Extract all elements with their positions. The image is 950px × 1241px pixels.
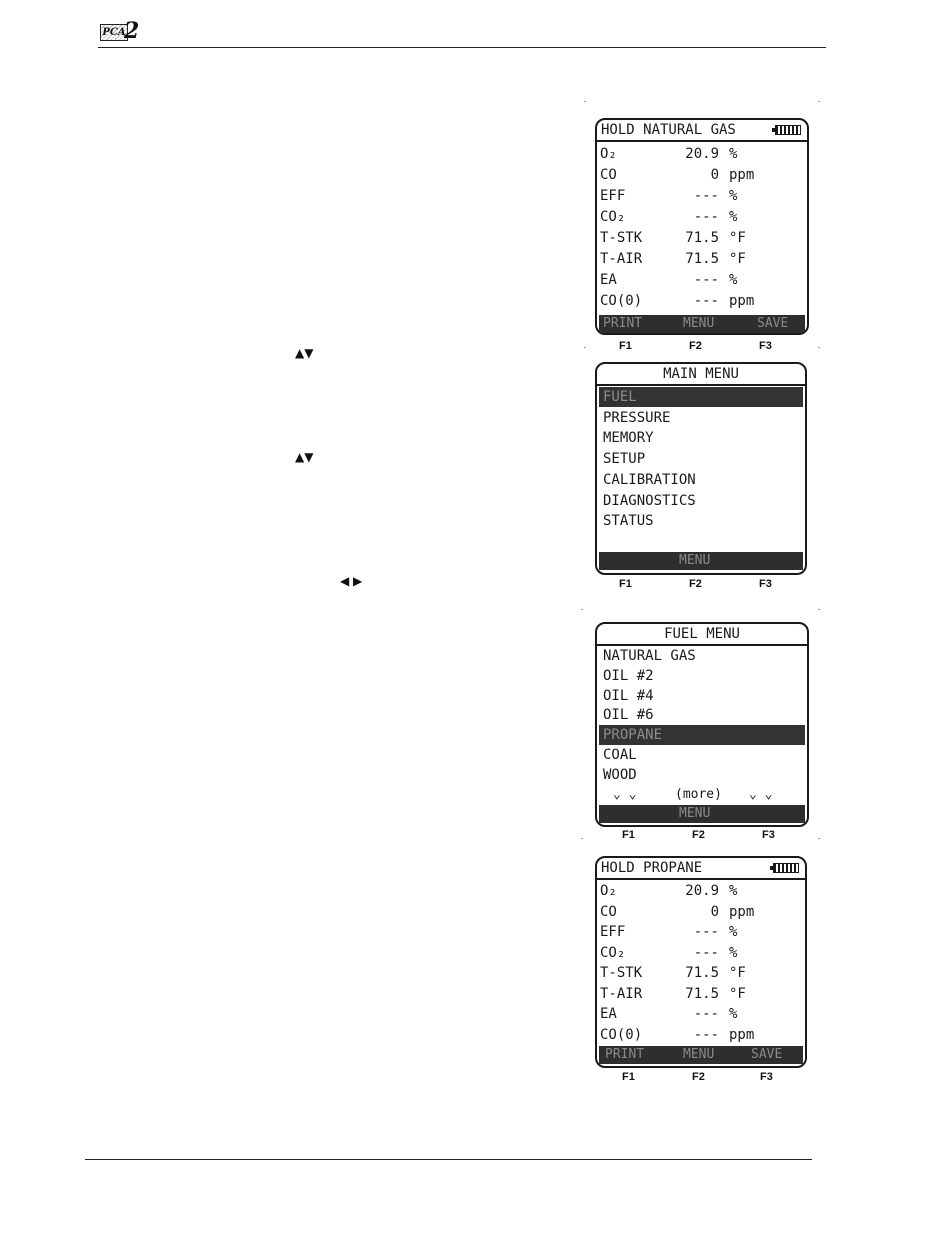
reading-unit: ppm <box>729 1026 755 1043</box>
softkey-menu[interactable]: MENU <box>683 316 715 331</box>
softkey-menu[interactable]: MENU <box>683 1047 715 1062</box>
softkey-bar <box>599 805 805 823</box>
reading-unit: % <box>729 146 738 162</box>
header-rule <box>98 47 826 48</box>
menu-item[interactable]: PRESSURE <box>603 409 671 426</box>
f2-label: F2 <box>689 340 702 352</box>
reading-unit: % <box>729 883 738 899</box>
reading-unit: % <box>729 272 738 288</box>
reading-unit: °F <box>729 985 746 1002</box>
f2-label: F2 <box>692 1071 705 1083</box>
softkey-bar <box>599 552 803 570</box>
reading-label: CO₂ <box>600 944 626 961</box>
menu-item[interactable]: OIL #2 <box>603 667 654 684</box>
reading-row <box>597 922 805 943</box>
softkey-bar <box>599 315 805 333</box>
more-right-chevrons-icon: ⌄ ⌄ <box>749 787 773 802</box>
menu-item[interactable]: WOOD <box>603 766 637 783</box>
reading-row <box>597 1025 805 1046</box>
logo-suffix: 2 <box>124 18 140 44</box>
f2-label: F2 <box>692 829 705 841</box>
scan-mark <box>818 101 820 102</box>
reading-unit: % <box>729 944 738 961</box>
f3-label: F3 <box>759 340 772 352</box>
menu-item[interactable]: SETUP <box>603 451 646 468</box>
menu-item[interactable]: PROPANE <box>599 725 805 745</box>
menu-item[interactable]: OIL #6 <box>603 707 654 724</box>
reading-value: 20.9 <box>685 146 719 162</box>
softkey-save[interactable]: SAVE <box>751 1047 783 1062</box>
reading-unit: % <box>729 924 738 940</box>
battery-icon <box>775 125 801 135</box>
reading-value: 71.5 <box>685 251 719 267</box>
reading-row <box>597 902 805 923</box>
softkey-menu[interactable]: MENU <box>679 806 711 821</box>
reading-label: CO(0) <box>600 293 643 309</box>
screen-title: HOLD PROPANE <box>597 858 805 880</box>
reading-value: --- <box>693 1026 719 1043</box>
softkey-menu[interactable]: MENU <box>679 553 711 568</box>
logo-text: PCA <box>100 24 128 41</box>
reading-value: --- <box>693 944 719 961</box>
reading-label: T-AIR <box>600 251 643 267</box>
reading-value: 71.5 <box>685 965 719 981</box>
reading-unit: % <box>729 1006 738 1022</box>
more-label: (more) <box>675 787 722 802</box>
footer-rule <box>85 1159 812 1160</box>
reading-unit: ppm <box>729 903 755 920</box>
reading-unit: % <box>729 209 738 225</box>
up-down-arrows-icon: ▲▼ <box>295 450 314 464</box>
f3-label: F3 <box>762 829 775 841</box>
reading-label: EFF <box>600 188 626 204</box>
more-indicator <box>597 785 807 805</box>
softkey-print[interactable]: PRINT <box>605 1047 645 1062</box>
lcd-screen-hold-propane <box>595 856 807 1068</box>
reading-unit: °F <box>729 965 746 981</box>
reading-label: T-STK <box>600 230 643 246</box>
reading-row <box>597 291 807 312</box>
reading-value: 20.9 <box>685 883 719 899</box>
function-key-labels <box>595 339 809 353</box>
reading-value: --- <box>693 1006 719 1022</box>
reading-label: T-STK <box>600 965 643 981</box>
reading-value: --- <box>693 924 719 940</box>
menu-item[interactable]: NATURAL GAS <box>603 648 696 664</box>
reading-row <box>597 228 807 249</box>
f3-label: F3 <box>760 1071 773 1083</box>
f1-label: F1 <box>622 829 635 841</box>
scan-mark <box>818 609 820 610</box>
scan-mark <box>581 838 583 839</box>
reading-unit: % <box>729 188 738 204</box>
f1-label: F1 <box>619 340 632 352</box>
reading-value: 71.5 <box>685 985 719 1002</box>
reading-value: 0 <box>710 903 719 920</box>
reading-label: O₂ <box>600 146 617 162</box>
function-key-labels <box>595 1070 809 1084</box>
softkey-print[interactable]: PRINT <box>603 316 643 331</box>
reading-row <box>597 270 807 291</box>
reading-unit: °F <box>729 251 746 267</box>
screen-title: FUEL MENU <box>597 624 807 646</box>
reading-value: --- <box>693 188 719 204</box>
softkey-bar <box>599 1046 803 1064</box>
scan-mark <box>818 838 820 839</box>
menu-item[interactable]: CALIBRATION <box>603 471 696 488</box>
battery-icon <box>773 863 799 873</box>
screen-title: HOLD NATURAL GAS <box>597 120 807 142</box>
reading-row <box>597 144 807 165</box>
reading-row <box>597 1004 805 1025</box>
f1-label: F1 <box>622 1071 635 1083</box>
menu-item[interactable]: COAL <box>603 747 637 763</box>
menu-item[interactable]: OIL #4 <box>603 687 654 704</box>
reading-row <box>597 249 807 270</box>
f1-label: F1 <box>619 578 632 590</box>
reading-value: --- <box>693 293 719 309</box>
menu-item[interactable]: STATUS <box>603 513 654 530</box>
reading-label: EFF <box>600 924 626 940</box>
up-down-arrows-icon: ▲▼ <box>295 346 314 360</box>
reading-row <box>597 207 807 228</box>
scan-mark <box>818 347 820 348</box>
screen-title: MAIN MENU <box>597 364 805 386</box>
reading-label: EA <box>600 272 617 288</box>
more-left-chevrons-icon: ⌄ ⌄ <box>613 787 637 802</box>
menu-item[interactable]: FUEL <box>599 387 803 407</box>
reading-row <box>597 881 805 902</box>
lcd-screen-main-menu <box>595 362 807 575</box>
reading-label: O₂ <box>600 883 617 899</box>
reading-row <box>597 943 805 964</box>
reading-value: 71.5 <box>685 230 719 246</box>
reading-label: CO <box>600 903 617 920</box>
reading-value: --- <box>693 272 719 288</box>
scan-mark <box>584 347 586 348</box>
reading-label: T-AIR <box>600 985 643 1002</box>
reading-value: --- <box>693 209 719 225</box>
pca2-logo <box>100 20 140 44</box>
lcd-screen-hold-natural-gas <box>595 118 809 335</box>
softkey-save[interactable]: SAVE <box>757 316 789 331</box>
reading-unit: ppm <box>729 293 755 309</box>
function-key-labels <box>595 577 809 591</box>
reading-row <box>597 186 807 207</box>
reading-unit: ppm <box>729 167 755 183</box>
f3-label: F3 <box>759 578 772 590</box>
reading-label: EA <box>600 1006 617 1022</box>
scan-mark <box>584 101 586 102</box>
lcd-screen-fuel-menu <box>595 622 809 827</box>
menu-item[interactable]: DIAGNOSTICS <box>603 492 696 509</box>
reading-row <box>597 165 807 186</box>
menu-item[interactable]: MEMORY <box>603 430 654 447</box>
reading-unit: °F <box>729 230 746 246</box>
function-key-labels <box>595 828 809 842</box>
reading-row <box>597 984 805 1005</box>
reading-label: CO₂ <box>600 209 626 225</box>
reading-value: 0 <box>710 167 719 183</box>
f2-label: F2 <box>689 578 702 590</box>
left-right-arrows-icon: ◀ ▶ <box>340 574 363 588</box>
reading-row <box>597 963 805 984</box>
reading-label: CO <box>600 167 617 183</box>
scan-mark <box>581 609 583 610</box>
reading-label: CO(0) <box>600 1026 643 1043</box>
